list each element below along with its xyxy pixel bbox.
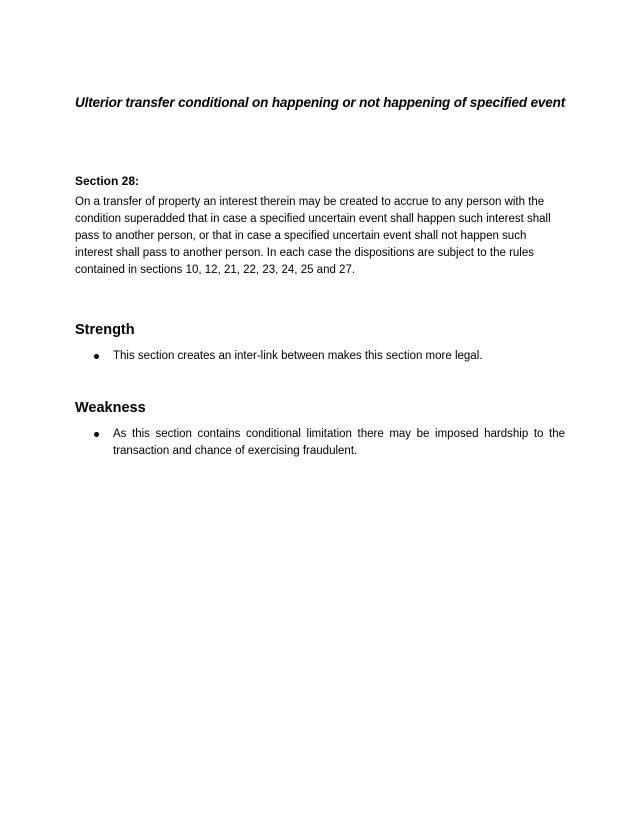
weakness-item-line: transaction and chance of exercising fraudulent. <box>113 445 358 457</box>
list-item <box>75 426 565 460</box>
weakness-heading: Weakness <box>75 400 146 416</box>
section-body <box>75 194 565 279</box>
section-body-line: pass to another person, or that in case a specified uncertain event shall not happen such <box>75 230 527 242</box>
list-item <box>75 348 565 365</box>
bullet-icon <box>94 432 99 437</box>
section-body-line: On a transfer of property an interest therein may be created to accrue to any person with the <box>75 196 545 208</box>
section-body-line: interest shall pass to another person. In each case the dispositions are subject to the rules <box>75 247 534 259</box>
strength-item-text: This section creates an inter-link between makes this section more legal. <box>113 350 483 362</box>
section-body-line: contained in sections 10, 12, 21, 22, 23, 24, 25 and 27. <box>75 264 356 276</box>
strength-heading: Strength <box>75 322 135 338</box>
bullet-icon <box>94 354 99 359</box>
section-body-line: condition superadded that in case a specified uncertain event shall happen such interest shall <box>75 213 551 225</box>
weakness-item-line: As this section contains conditional limitation there may be imposed hardship to the <box>113 428 565 440</box>
weakness-list <box>75 426 565 460</box>
strength-list <box>75 348 565 365</box>
document-title: Ulterior transfer conditional on happening or not happening of specified event <box>75 95 566 110</box>
section-heading: Section 28: <box>75 174 140 188</box>
